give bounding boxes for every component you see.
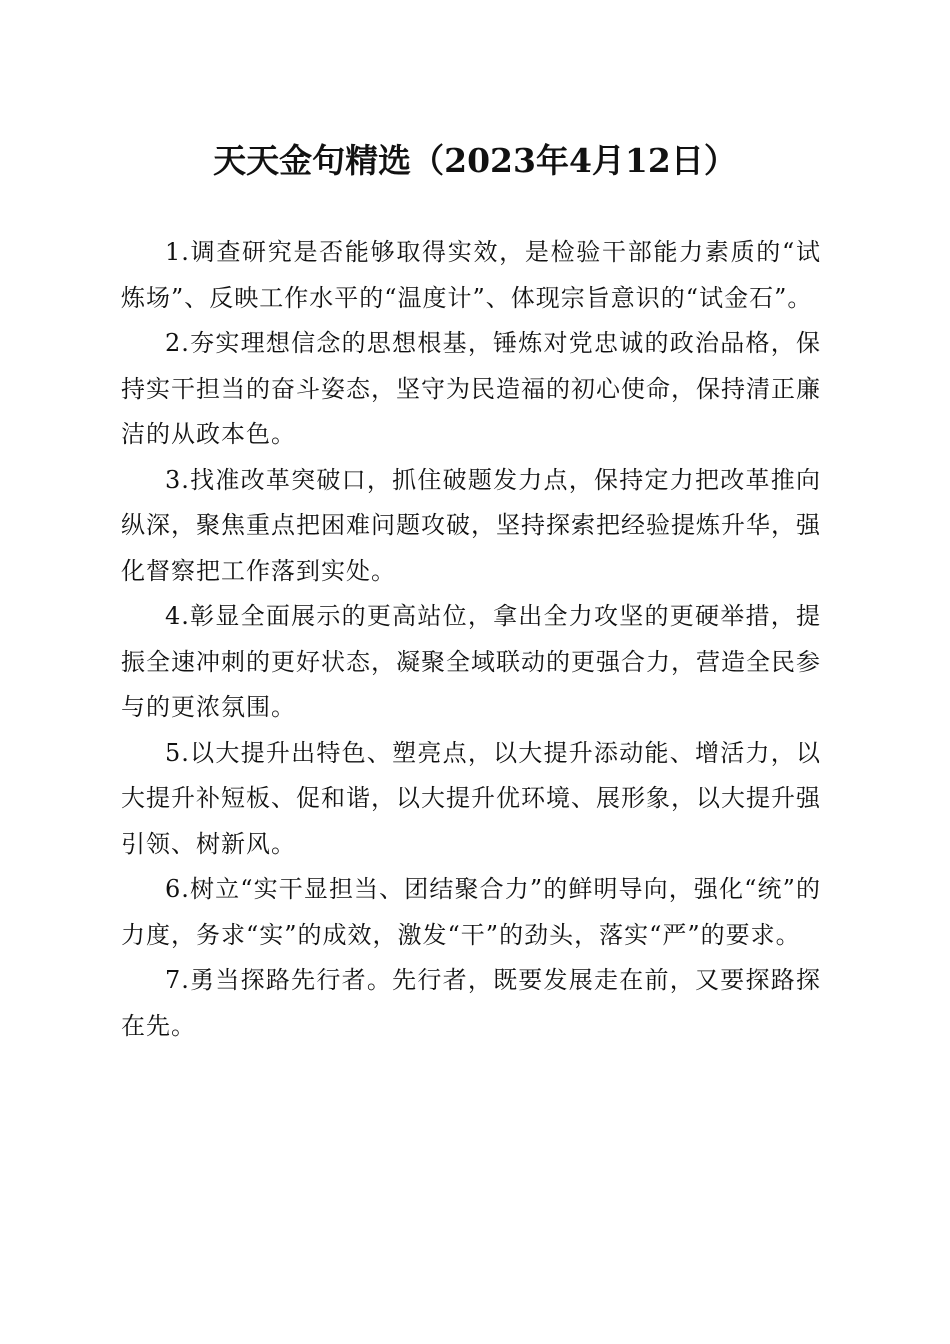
paragraph-3: 3.找准改革突破口，抓住破题发力点，保持定力把改革推向纵深，聚焦重点把困难问题攻破，坚持探索把经验提炼升华，强化督察把工作落到实处。 (121, 465, 821, 585)
paragraph-7: 7.勇当探路先行者。先行者，既要发展走在前，又要探路探在先。 (121, 966, 821, 1040)
paragraph-4: 4.彰显全面展示的更高站位，拿出全力攻坚的更硬举措，提振全速冲刺的更好状态，凝聚全域联动的更强合力，营造全民参与的更浓氛围。 (121, 602, 821, 721)
paragraph-6: 6.树立“实干显担当、团结聚合力”的鲜明导向，强化“统”的力度，务求“实”的成效，激发“干”的劲头，落实“严”的要求。 (121, 875, 821, 949)
document-body (121, 230, 821, 1049)
document-title: 天天金句精选（2023年4月12日） (213, 141, 737, 180)
paragraph-1: 1.调查研究是否能够取得实效，是检验干部能力素质的“试炼场”、反映工作水平的“温度计”、体现宗旨意识的“试金石”。 (121, 238, 821, 312)
paragraph-5: 5.以大提升出特色、塑亮点，以大提升添动能、增活力，以大提升补短板、促和谐，以大提升优环境、展形象，以大提升强引领、树新风。 (121, 738, 821, 858)
paragraph-2: 2.夯实理想信念的思想根基，锤炼对党忠诚的政治品格，保持实干担当的奋斗姿态，坚守为民造福的初心使命，保持清正廉洁的从政本色。 (121, 329, 821, 448)
